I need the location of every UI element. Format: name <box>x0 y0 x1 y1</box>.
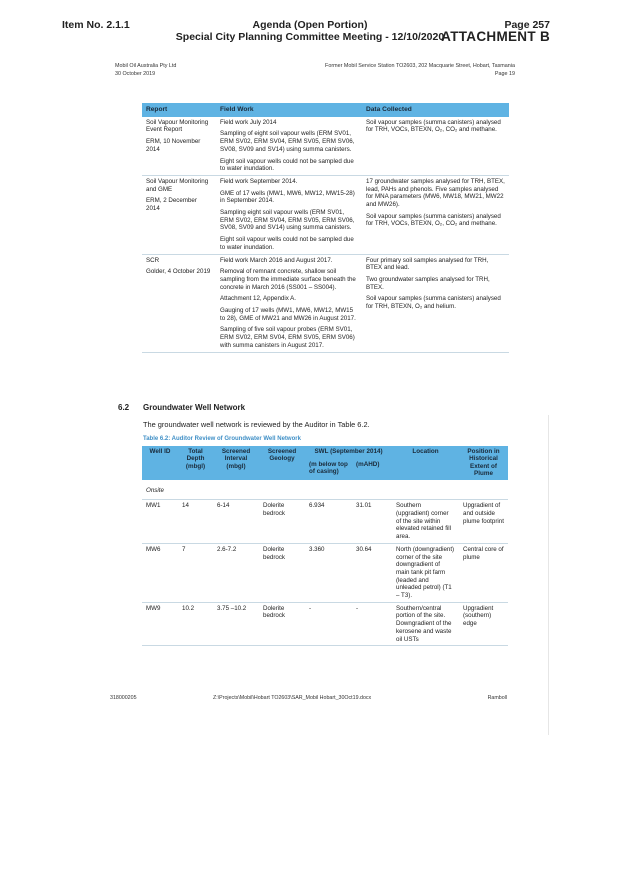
report-author-date: ERM, 10 November 2014 <box>146 138 201 153</box>
well-location: North (downgradient) corner of the site downgradient of main tank pit farm (leaded and unleaded petrol) (T1 – T3). <box>392 543 459 602</box>
header-well-id: Well ID <box>142 446 178 480</box>
page-edge-divider <box>548 415 549 735</box>
header-screened-geology: Screened Geology <box>259 446 305 480</box>
plume-position: Upgradient of and outside plume footprint <box>459 500 508 544</box>
field-work-text: Eight soil vapour wells could not be sampled due to water inundation. <box>220 157 354 173</box>
screened-interval: 3.75 –10.2 <box>213 602 259 646</box>
data-collected-text: Soil vapour samples (summa canisters) analysed for TRH, BTEXN, O₂ and helium. <box>366 295 501 311</box>
header-swl-ahd: (mAHD) <box>352 459 392 480</box>
file-path: Z:\Projects\Mobil\Hobart TO2603\SAR_Mobil Hobart_30Oct19.docx <box>213 695 372 701</box>
table-row <box>142 175 509 254</box>
total-depth: 14 <box>178 500 213 544</box>
screened-interval: 6-14 <box>213 500 259 544</box>
report-table-header <box>142 103 509 117</box>
data-collected-text: Soil vapour samples (summa canisters) analysed for TRH, VOCs, BTEXN, O₂, CO₂ and methane. <box>366 118 501 134</box>
total-depth: 7 <box>178 543 213 602</box>
agenda-page-number: Page 257 <box>504 19 550 31</box>
table-row <box>142 602 508 646</box>
data-collected-text: Four primary soil samples analysed for TRH, BTEX and lead. <box>366 256 489 272</box>
swl-ahd: 31.01 <box>352 500 392 544</box>
field-work-text: Eight soil vapour wells could not be sampled due to water inundation. <box>220 236 354 251</box>
header-location: Location <box>392 446 459 480</box>
field-work-cell <box>216 117 362 176</box>
well-id: MW6 <box>142 543 178 602</box>
field-work-text: Field work July 2014 <box>220 118 277 126</box>
project-number: 318000205 <box>110 695 137 701</box>
header-swl-m: (m below top of casing) <box>305 459 352 480</box>
total-depth: 10.2 <box>178 602 213 646</box>
meeting-title: Special City Planning Committee Meeting - 12/10/2020 <box>175 31 445 43</box>
document-meta-right <box>325 62 515 78</box>
well-id: MW1 <box>142 500 178 544</box>
company-name: Mobil Oil Australia Pty Ltd <box>115 63 177 69</box>
document-date: 30 October 2019 <box>115 71 156 77</box>
header-position: Position in Historical Extent of Plume <box>459 446 508 480</box>
table-row <box>142 254 509 352</box>
header-report: Report <box>142 103 216 117</box>
agenda-heading <box>160 19 460 43</box>
report-author-date: ERM, 2 December 2014 <box>146 197 197 213</box>
plume-position: Central core of plume <box>459 543 508 602</box>
field-work-text: Field work September 2014. <box>220 177 298 185</box>
report-title: Soil Vapour Monitoring and GME <box>146 177 209 193</box>
well-table-header <box>142 446 508 459</box>
field-work-text: Removal of remnant concrete, shallow soil sampling from the immediate surface beneath the concrete in March 2016 (SS001 – SS004). <box>220 268 356 291</box>
data-collected-text: 17 groundwater samples analysed for TRH, BTEX, lead, PAHs and phenols. Five samples analysed for MNA parameters (MW6, MW18, MW21, MW22 and MW26). <box>366 177 505 209</box>
swl-m: 3.360 <box>305 543 352 602</box>
data-collected-cell <box>362 117 509 176</box>
table-row <box>142 500 508 544</box>
report-author-date: Golder, 4 October 2019 <box>146 268 211 276</box>
table-row <box>142 117 509 176</box>
swl-m: - <box>305 602 352 646</box>
field-work-cell <box>216 254 362 352</box>
item-number: Item No. 2.1.1 <box>62 19 130 31</box>
data-collected-text: Two groundwater samples analysed for TRH, BTEX. <box>366 275 490 291</box>
screened-geology: Dolerite bedrock <box>259 500 305 544</box>
header-field-work: Field Work <box>216 103 362 117</box>
screened-geology: Dolerite bedrock <box>259 602 305 646</box>
section-title: Groundwater Well Network <box>143 403 246 412</box>
document-meta-left <box>115 62 176 78</box>
field-work-text: GME of 17 wells (MW1, MW6, MW12, MW15-28) in September 2014. <box>220 189 355 205</box>
data-collected-cell <box>362 175 509 254</box>
document-page-number: Page 19 <box>494 71 515 77</box>
well-network-table <box>142 446 508 646</box>
field-work-cell <box>216 175 362 254</box>
page-attachment <box>441 19 550 43</box>
field-work-text: Field work March 2016 and August 2017. <box>220 256 333 264</box>
agenda-title: Agenda (Open Portion) <box>252 19 368 31</box>
group-label: Onsite <box>142 480 508 500</box>
field-work-text: Attachment 12, Appendix A. <box>220 295 297 303</box>
field-work-text: Sampling eight soil vapour wells (ERM SV01, ERM SV02, ERM SV04, ERM SV05, ERM SV06, SV08, SV09 and SV14) using summa canisters. <box>220 209 355 232</box>
report-title: Soil Vapour Monitoring Event Report <box>146 118 209 134</box>
footer-company: Ramboll <box>487 695 507 701</box>
table-caption: Table 6.2: Auditor Review of Groundwater Well Network <box>143 436 301 442</box>
report-cell <box>142 254 216 352</box>
report-cell <box>142 175 216 254</box>
report-cell <box>142 117 216 176</box>
screened-interval: 2.6-7.2 <box>213 543 259 602</box>
report-title: SCR <box>146 256 160 264</box>
table-row <box>142 543 508 602</box>
section-number: 6.2 <box>118 403 130 412</box>
well-location: Southern (upgradient) corner of the site within elevated retained fill area. <box>392 500 459 544</box>
data-collected-text: Soil vapour samples (summa canisters) analysed for TRH, VOCs, BTEXN, O₂, CO₂ and methane. <box>366 212 501 228</box>
data-collected-cell <box>362 254 509 352</box>
field-work-text: Sampling of five soil vapour probes (ERM SV01, ERM SV02, ERM SV04, ERM SV05, ERM SV06) with summa canisters in August 2017. <box>220 326 355 349</box>
screened-geology: Dolerite bedrock <box>259 543 305 602</box>
header-screened-interval: Screened Interval (mbgl) <box>213 446 259 480</box>
site-name: Former Mobil Service Station TO2603, 202 Macquarie Street, Hobart, Tasmania <box>325 63 515 69</box>
report-table <box>142 103 509 353</box>
section-paragraph: The groundwater well network is reviewed by the Auditor in Table 6.2. <box>143 420 370 429</box>
swl-m: 6.934 <box>305 500 352 544</box>
attachment-label: ATTACHMENT B <box>441 29 550 44</box>
field-work-text: Sampling of eight soil vapour wells (ERM SV01, ERM SV02, ERM SV04, ERM SV05, ERM SV06, SV08, SV09 and SV14) using summa canisters. <box>220 130 355 153</box>
field-work-text: Gauging of 17 wells (MW1, MW6, MW12, MW15 to 28), GME of MW21 and MW26 in August 2017. <box>220 307 356 322</box>
well-id: MW9 <box>142 602 178 646</box>
header-total-depth: Total Depth (mbgl) <box>178 446 213 480</box>
group-row <box>142 480 508 500</box>
swl-ahd: - <box>352 602 392 646</box>
well-location: Southern/central portion of the site. Downgradient of the kerosene and waste oil USTs <box>392 602 459 646</box>
header-swl: SWL (September 2014) <box>305 446 392 459</box>
header-data-collected: Data Collected <box>362 103 509 117</box>
plume-position: Upgradient (southern) edge <box>459 602 508 646</box>
swl-ahd: 30.64 <box>352 543 392 602</box>
